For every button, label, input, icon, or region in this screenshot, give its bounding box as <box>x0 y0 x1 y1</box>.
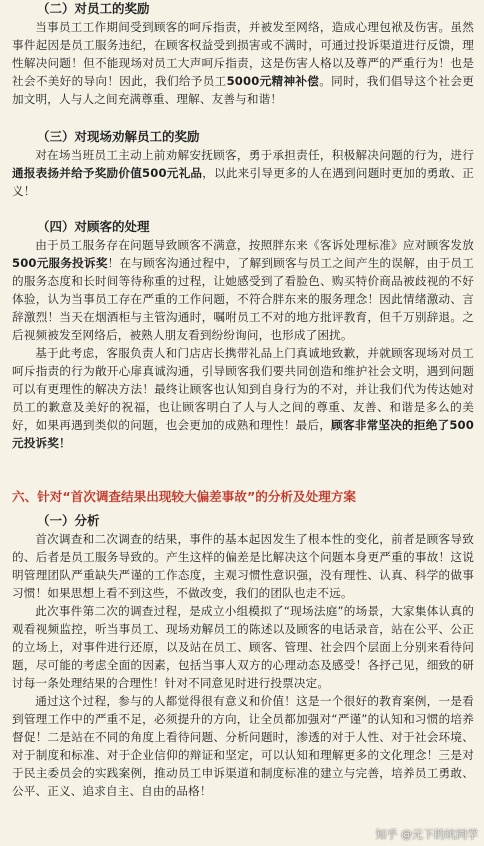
text: 。同时，我们倡导这个社会更加文明，人与人之间充满尊重、理解、友善与和谐！ <box>12 74 475 106</box>
subheading-analysis: （一）分析 <box>37 513 100 528</box>
paragraph-customer-handling-1 <box>12 236 474 344</box>
bold-text: 5000元精神补偿 <box>226 74 320 88</box>
text: 当事员工工作期间受到顾客的呵斥指责，并被发至网络，造成心理包袱及伤害。虽然事件起因是员工服务违纪，在顾客权益受到损害或不满时，可通过投诉渠道进行反馈，理性解决问题！但不能现场对员工大声呵斥指责，这是伤害人格以及尊严的严重行为！也是社会不美好的导向！因此，我们给予员工 <box>12 20 474 88</box>
paragraph-analysis-1: 首次调查和二次调查的结果，事件的基本起因发生了根本性的变化，前者是顾客导致的、后者是员工服务导致的。产生这样的偏差是比解决这个问题本身更严重的事故！这说明管理团队严重缺失严谨的工作态度，主观习惯性意识强，没有理性、认真、科学的做事习惯！如果思想上看不到这些，不做改变，我们的团队也走不远。 <box>12 532 474 600</box>
paragraph-customer-handling-2 <box>12 344 474 452</box>
bold-text: 顾客非常坚决的拒绝了500元投诉奖！ <box>12 418 474 450</box>
paragraph-analysis-3: 通过这个过程，参与的人都觉得很有意义和价值！这是一个很好的教育案例，一是看到管理工作中的严重不足，必须提升的方向，让全员都加强对“严谨”的认知和习惯的培养督促！二是站在不同的角度上看待问题、分析问题时，渗透的对于人性、对于社会环境、对于制度和标准、对于企业信仰的辩证和坚定，可以认知和理解更多的文化理念！三是对于民主委员会的实践案例，推动员工申诉渠道和制度标准的建立与完善，培养员工勇敢、公平、正义、追求自主、自由的品格！ <box>12 694 474 798</box>
paragraph-staff-reward <box>12 18 474 108</box>
subheading-mediator-reward: （三）对现场劝解员工的奖励 <box>37 129 200 144</box>
watermark: 知乎 @元下的坑同学 <box>375 828 478 841</box>
text: ！在与顾客沟通过程中，了解到顾客与员工之间产生的误解，由于员工的服务态度和长时间等待称重的过程，让她感受到了看脸色、购买特价商品被歧视的不好体验，认为当事员工存在严重的工作问题，不符合胖东来的服务理念！因此情绪激动、言辞激烈！当天在烟酒柜与主管沟通时，嘱咐员工不对的地方批评教育，但千万别辞退。之后视频被发至网络后，被熟人朋友看到纷纷询问，也形成了困扰。 <box>12 256 474 342</box>
section-heading-six: 六、针对“首次调查结果出现较大偏差事故”的分析及处理方案 <box>12 489 356 504</box>
bold-text: 500元服务投诉奖 <box>12 256 108 270</box>
subheading-customer-handling: （四）对顾客的处理 <box>37 219 150 234</box>
section-three <box>12 128 474 200</box>
text: 由于员工服务存在问题导致顾客不满意，按照胖东来《客诉处理标准》应对顾客发放 <box>35 238 474 252</box>
paragraph-mediator-reward <box>12 146 474 200</box>
text: ，以此来引导更多的人在遇到问题时更加的勇敢、正义！ <box>12 166 474 198</box>
section-six <box>12 488 474 800</box>
section-two <box>12 0 474 108</box>
text: 基于此考虑，客服负责人和门店店长携带礼品上门真诚地致歉，并就顾客现场对员工呵斥指责的行为敞开心扉真诚沟通，引导顾客我们要共同创造和维护社会文明，遇到问题可以有更理性的解决方法！最终让顾客也认知到自身行为的不对，并让我们代为传达她对员工的歉意及美好的祝福，也让顾客明白了人与人之间的尊重、友善、和谐是多么的美好，如果再遇到类似的问题，也会更加的成熟和理性！最后， <box>12 346 474 432</box>
paragraph-analysis-2: 此次事件第二次的调查过程，是成立小组模拟了“现场法庭”的场景，大家集体认真的观看视频监控，听当事员工、现场劝解员工的陈述以及顾客的电话录音，站在公平、公正的立场上，对事件进行还原，以及站在员工、顾客、管理、社会四个层面上分别来看待问题，尽可能的考虑全面的因素，包括当事人双方的心理动态及感受！各抒己见，细致的研讨每一条处理结果的合理性！针对不同意见时进行投票决定。 <box>12 604 474 690</box>
bold-text: 通报表扬并给予奖励价值500元礼品 <box>12 166 203 180</box>
subheading-staff-reward: （二）对员工的奖励 <box>37 1 150 16</box>
section-four <box>12 218 474 452</box>
text: 对在场当班员工主动上前劝解安抚顾客，勇于承担责任，积极解决问题的行为，进行 <box>35 148 474 162</box>
